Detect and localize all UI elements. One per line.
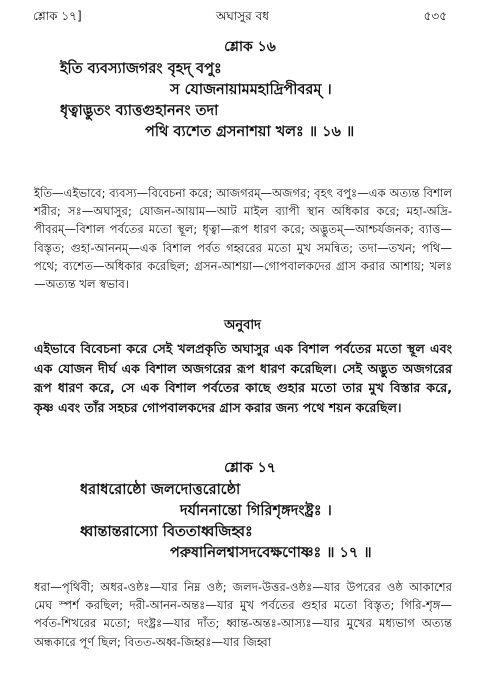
- translation-title: অনুবাদ: [224, 318, 261, 333]
- verse-17-line-1: ধরাধরোষ্ঠো জলদোত্তরোষ্ঠো: [80, 482, 241, 498]
- verse-16-number: শ্লোক ১৬: [224, 39, 276, 55]
- header-chapter-title: অঘাসুর বধ: [215, 9, 270, 23]
- synonyms-16: ইতি—এইভাবে; ব্যবস্য—বিবেচনা করে; আজগরম্—অজগর; বৃহৎ বপুঃ—এক অত্যন্ত বিশাল শরীর; সঃ—অঘাসুর; যোজন-আয়াম—আট মাইল ব্যাপী স্থান অধিকার করে; মহা-অদ্রি-পীবরম্—বিশাল পর্বতের মতো স্থূল; ধৃত্বা—রূপ ধারণ করে; অদ্ভুতম্—আশ্চর্যজনক; ব্যাত্ত—বিস্তৃত; গুহা-আননম্—এক বিশাল পর্বত গহ্বরের মতো মুখ সমন্বিত; তদা—তখন; পথি—পথে; ব্যশেত—অধিকার করেছিল; গ্রসন-আশয়া—গোপবালকদের গ্রাস করার আশায়; খলঃ—অত্যন্ত খল স্বভাব।: [34, 186, 452, 292]
- verse-16-line-1: ইতি ব্যবস্যাজগরং বৃহদ্ বপুঃ: [60, 61, 222, 77]
- verse-17-number: শ্লোক ১৭: [224, 460, 276, 476]
- verse-16: [60, 35, 440, 143]
- verse-17-line-2: দর্যাননান্তো গিরিশৃঙ্গদংষ্ট্রঃ ।: [180, 503, 332, 519]
- verse-16-line-2: স যোজনায়ামমহাদ্রিপীবরম্ ।: [170, 82, 332, 98]
- header-verse-ref: শ্লোক ১৭]: [33, 9, 82, 23]
- verse-17-line-3: ধ্বান্তান্তরাস্যো বিততাধ্বজিহ্বঃ: [80, 524, 253, 540]
- synonyms-17: ধরা—পৃথিবী; অধর-ওষ্ঠঃ—যার নিম্ন ওষ্ঠ; জলদ-উত্তর-ওষ্ঠঃ—যার উপরের ওষ্ঠ আকাশের মেঘ স্পর্শ করছিল; দরী-আনন-অন্তঃ—যার মুখ পর্বতের গুহার মতো বিস্তৃত; গিরি-শৃঙ্গ—পর্বত-শিখরের মতো; দংষ্ট্রঃ—যার দাঁত; ধ্বান্ত-অন্তঃ-আস্যঃ—যার মুখের মধ্যভাগ অত্যন্ত অন্ধকারে পূর্ণ ছিল; বিতত-অধ্ব-জিহ্বঃ—যার জিহ্বা: [34, 580, 452, 649]
- verse-16-line-4: পথি ব্যশেত গ্রসনাশয়া খলঃ ॥ ১৬ ॥: [145, 124, 355, 140]
- verse-17-line-4: পরুষানিলশ্বাসদবেক্ষণোষ্ণঃ ॥ ১৭ ॥: [170, 545, 372, 561]
- translation-16: এইভাবে বিবেচনা করে সেই খলপ্রকৃতি অঘাসুর এক বিশাল পর্বতের মতো স্থূল এবং এক যোজন দীর্ঘ এক বিশাল অজগরের রূপ ধারণ করেছিল। সেই অদ্ভুত অজগরের রূপ ধারণ করে, সে এক বিশাল পর্বতের কাছে গুহার মতো তার মুখ বিস্তার করে, কৃষ্ণ এবং তাঁর সহচর গোপবালকদের গ্রাস করার জন্য পথে শয়ন করেছিল।: [34, 341, 452, 415]
- header-page-number: ৫৩৫: [423, 9, 447, 23]
- verse-16-line-3: ধৃত্বাদ্ভুতং ব্যাত্তগুহাননং তদা: [60, 103, 219, 119]
- verse-17: [60, 456, 440, 564]
